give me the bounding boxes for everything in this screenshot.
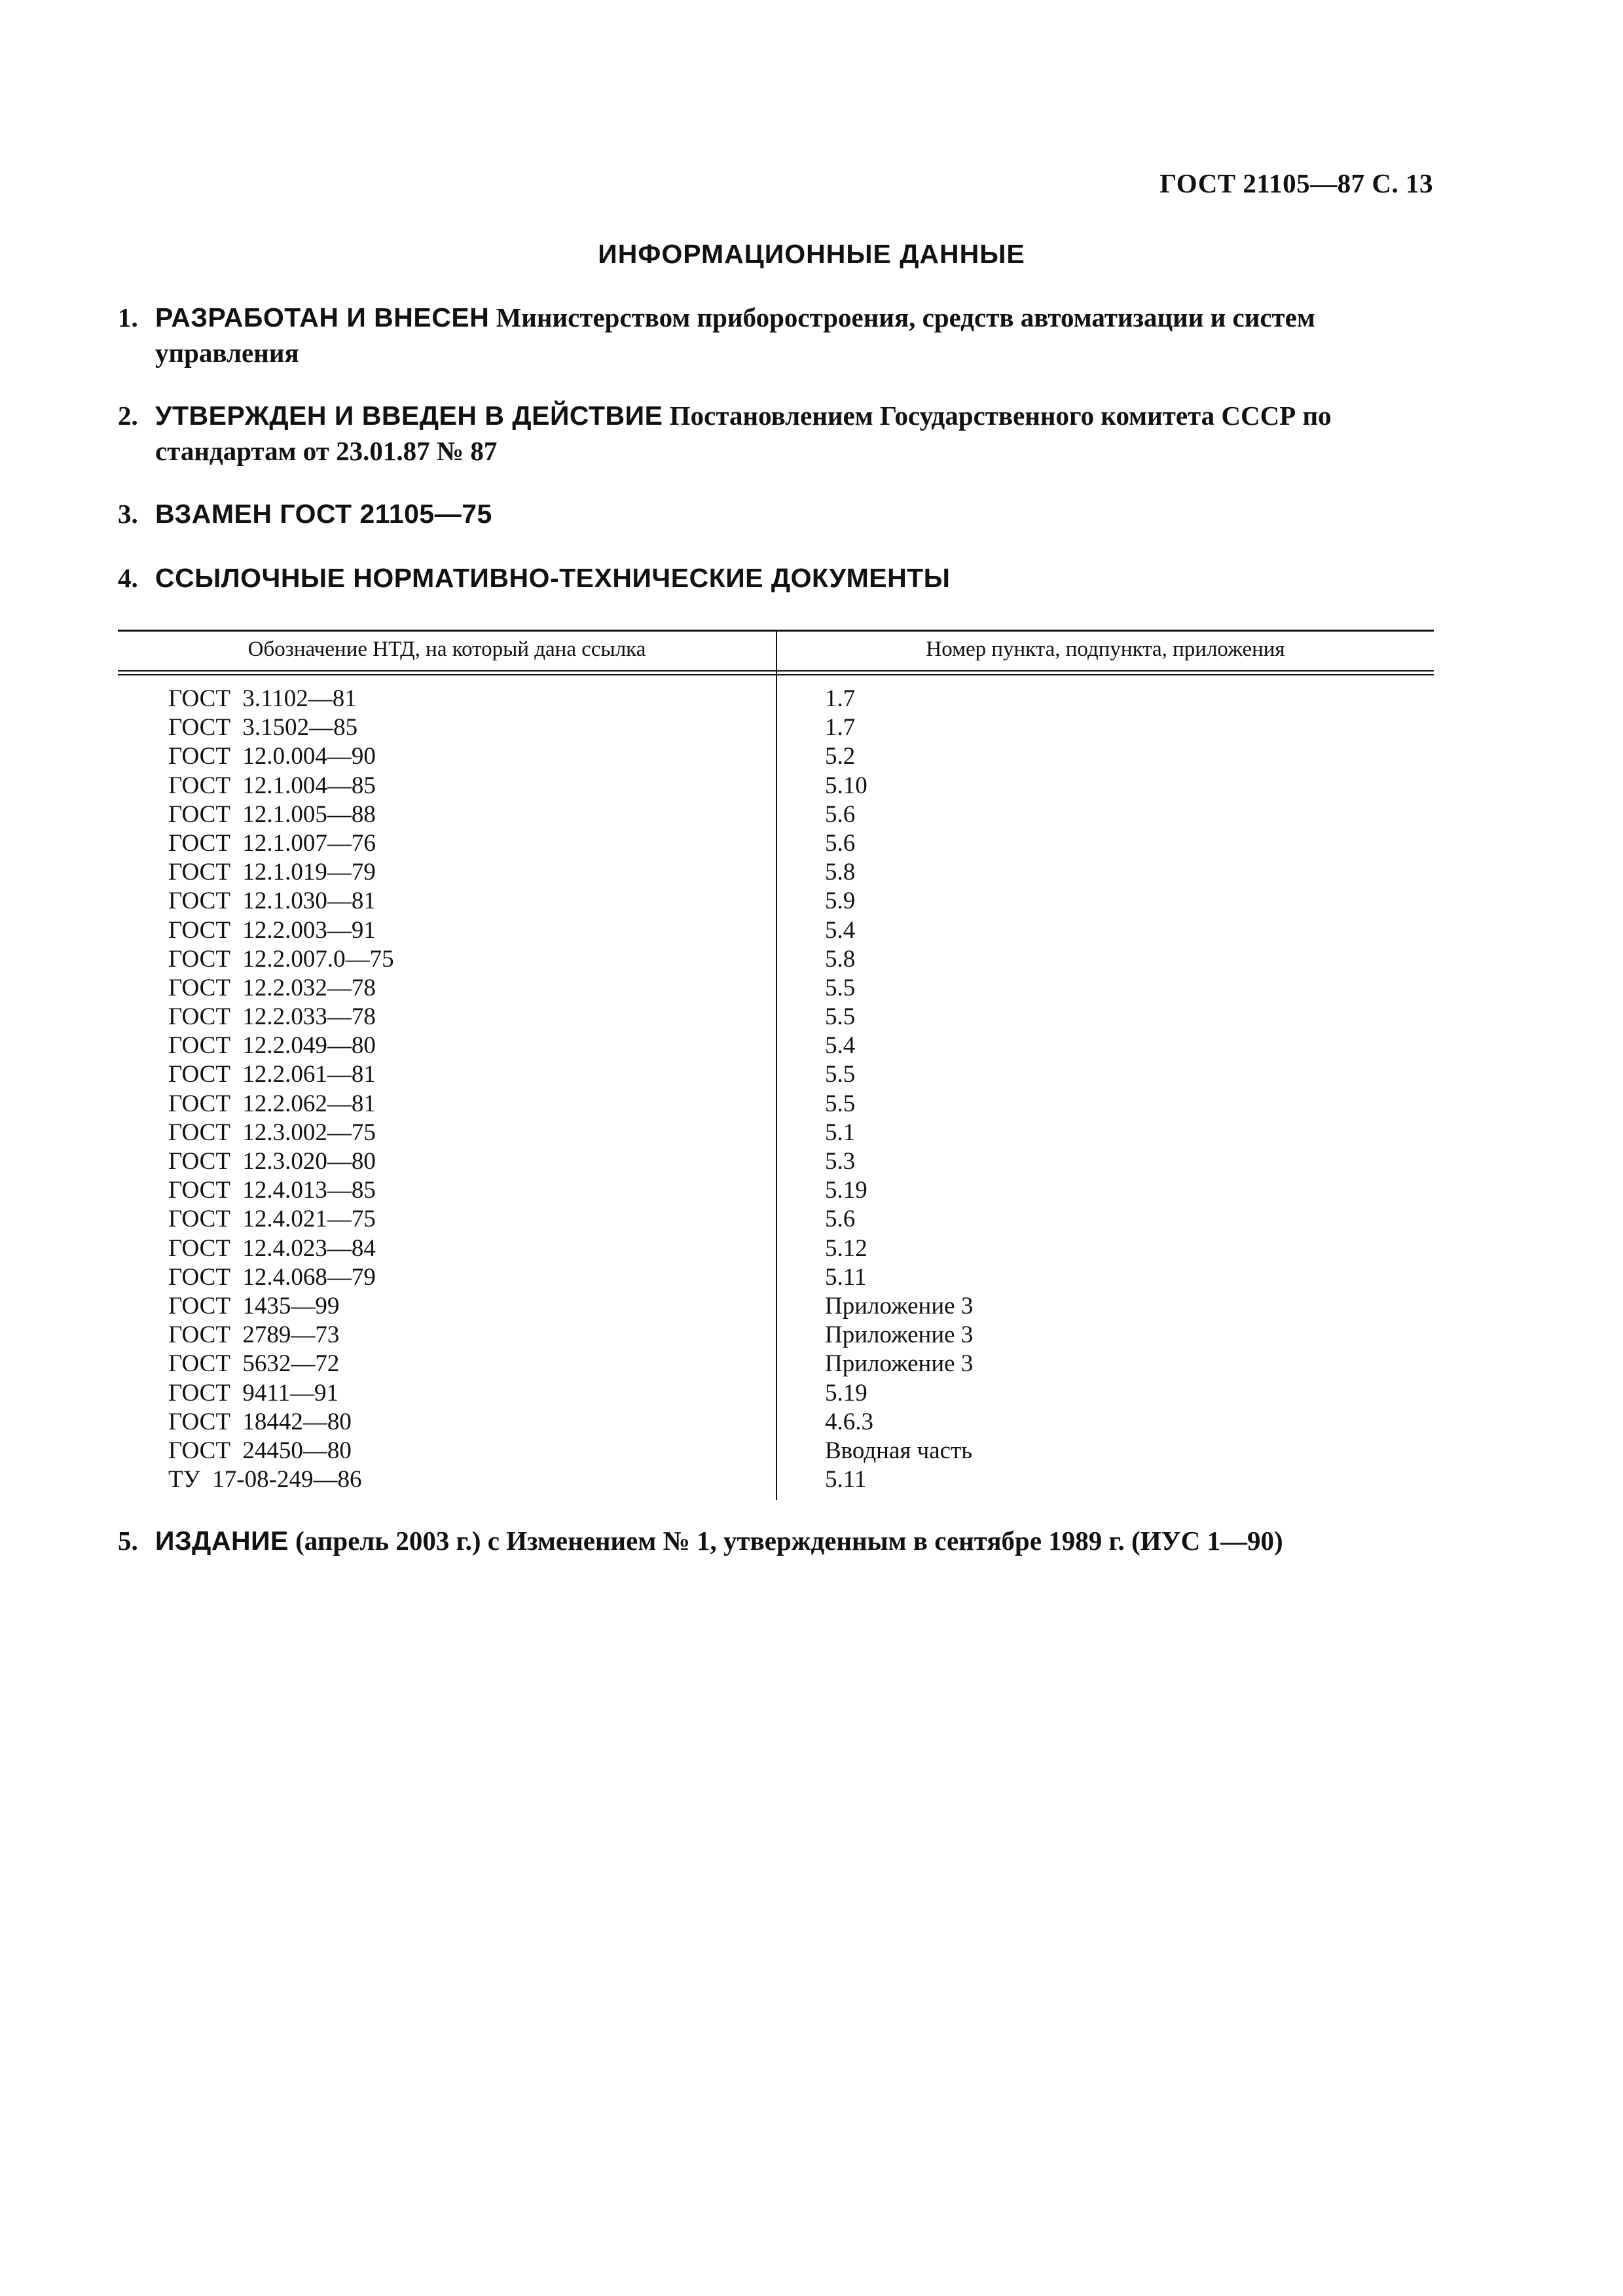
clause-number: 5.12 bbox=[825, 1234, 867, 1262]
document-designation: ГОСТ 12.2.033—78 bbox=[168, 1003, 376, 1031]
clause-number: 5.19 bbox=[825, 1379, 867, 1407]
table-row bbox=[118, 1408, 1434, 1437]
table-row bbox=[118, 887, 1434, 916]
item-heading: ССЫЛОЧНЫЕ НОРМАТИВНО-ТЕХНИЧЕСКИЕ ДОКУМЕНТЫ bbox=[155, 563, 951, 593]
table-row bbox=[118, 858, 1434, 887]
table-row bbox=[118, 1379, 1434, 1408]
clause-number: 1.7 bbox=[825, 685, 856, 712]
document-designation: ГОСТ 12.2.003—91 bbox=[168, 916, 376, 944]
clause-number: 1.7 bbox=[825, 714, 856, 742]
document-designation: ГОСТ 12.4.021—75 bbox=[168, 1206, 376, 1233]
document-designation: ГОСТ 9411—91 bbox=[168, 1379, 339, 1407]
table-row bbox=[118, 685, 1434, 713]
page-header: ГОСТ 21105—87 С. 13 bbox=[1159, 168, 1433, 198]
table-header-designation: Обозначение НТД, на который дана ссылка bbox=[247, 637, 646, 661]
document-designation: ГОСТ 3.1102—81 bbox=[168, 685, 357, 712]
clause-number: 5.3 bbox=[825, 1148, 856, 1175]
clause-number: 5.4 bbox=[825, 916, 856, 944]
table-row bbox=[118, 1147, 1434, 1176]
table-row bbox=[118, 1176, 1434, 1205]
item-number: 1. bbox=[118, 302, 138, 332]
item-text: (апрель 2003 г.) с Изменением № 1, утвержденным в сентябре 1989 г. (ИУС 1—90) bbox=[288, 1526, 1283, 1556]
clause-number: 5.19 bbox=[825, 1177, 867, 1204]
clause-number: 5.8 bbox=[825, 859, 856, 886]
item-number: 2. bbox=[118, 401, 138, 431]
table-row bbox=[118, 800, 1434, 829]
clause-number: 5.5 bbox=[825, 974, 856, 1001]
table-body bbox=[118, 685, 1434, 1494]
document-designation: ГОСТ 3.1502—85 bbox=[168, 714, 358, 742]
item-heading: РАЗРАБОТАН И ВНЕСЕН bbox=[155, 302, 490, 332]
clause-number: 5.6 bbox=[825, 829, 856, 857]
info-item-edition bbox=[118, 1523, 1434, 1558]
clause-number: 5.5 bbox=[825, 1003, 856, 1031]
table-row bbox=[118, 1119, 1434, 1147]
document-designation: ГОСТ 24450—80 bbox=[168, 1437, 352, 1464]
table-row bbox=[118, 742, 1434, 771]
document-designation: ГОСТ 12.1.019—79 bbox=[168, 859, 376, 886]
document-designation: ГОСТ 12.4.023—84 bbox=[168, 1234, 376, 1262]
document-designation: ГОСТ 12.4.013—85 bbox=[168, 1177, 376, 1204]
document-designation: ГОСТ 12.1.030—81 bbox=[168, 888, 376, 915]
table-row bbox=[118, 1090, 1434, 1119]
table-row bbox=[118, 1437, 1434, 1465]
document-designation: ГОСТ 12.2.062—81 bbox=[168, 1090, 376, 1117]
info-item-replaces bbox=[118, 496, 1434, 531]
table-row bbox=[118, 1465, 1434, 1494]
table-row bbox=[118, 713, 1434, 742]
document-designation: ГОСТ 18442—80 bbox=[168, 1408, 352, 1435]
clause-number: 5.8 bbox=[825, 945, 856, 973]
table-row bbox=[118, 772, 1434, 800]
clause-number: 5.6 bbox=[825, 1206, 856, 1233]
document-designation: ГОСТ 12.4.068—79 bbox=[168, 1263, 376, 1291]
document-designation: ГОСТ 12.2.032—78 bbox=[168, 974, 376, 1001]
document-designation: ГОСТ 2789—73 bbox=[168, 1321, 340, 1349]
info-item-approved bbox=[118, 398, 1434, 469]
table-row bbox=[118, 1263, 1434, 1292]
document-designation: ГОСТ 12.1.007—76 bbox=[168, 829, 376, 857]
document-designation: ГОСТ 5632—72 bbox=[168, 1350, 340, 1378]
item-heading: УТВЕРЖДЕН И ВВЕДЕН В ДЕЙСТВИЕ bbox=[155, 401, 663, 431]
clause-number: 5.11 bbox=[825, 1466, 867, 1494]
clause-number: 5.5 bbox=[825, 1061, 856, 1088]
clause-number: 5.10 bbox=[825, 772, 867, 799]
item-heading: ИЗДАНИЕ bbox=[155, 1526, 289, 1556]
table-row bbox=[118, 974, 1434, 1003]
document-designation: ГОСТ 12.1.005—88 bbox=[168, 800, 376, 828]
document-designation: ГОСТ 12.0.004—90 bbox=[168, 743, 376, 770]
references-table bbox=[118, 630, 1434, 1500]
info-item-references bbox=[118, 560, 1434, 596]
document-designation: ГОСТ 12.2.049—80 bbox=[168, 1032, 376, 1060]
clause-number: 5.6 bbox=[825, 800, 856, 828]
item-text: Министерством приборостроения, средств автоматизации и систем управления bbox=[155, 302, 1315, 368]
clause-number: 5.1 bbox=[825, 1119, 856, 1146]
clause-number: 5.9 bbox=[825, 888, 856, 915]
clause-number: 5.11 bbox=[825, 1263, 867, 1291]
clause-number: Приложение 3 bbox=[825, 1292, 974, 1319]
table-row bbox=[118, 1205, 1434, 1234]
item-heading: ВЗАМЕН ГОСТ 21105—75 bbox=[155, 499, 492, 529]
document-title: ИНФОРМАЦИОННЫЕ ДАННЫЕ bbox=[598, 239, 1025, 269]
table-row bbox=[118, 1031, 1434, 1060]
clause-number: 5.5 bbox=[825, 1090, 856, 1117]
document-designation: ГОСТ 12.2.007.0—75 bbox=[168, 945, 394, 973]
table-header-clause: Номер пункта, подпункта, приложения bbox=[926, 637, 1285, 661]
clause-number: 4.6.3 bbox=[825, 1408, 873, 1435]
table-row bbox=[118, 1292, 1434, 1321]
item-number: 3. bbox=[118, 499, 138, 529]
clause-number: 5.4 bbox=[825, 1032, 856, 1060]
clause-number: Вводная часть bbox=[825, 1437, 973, 1464]
item-number: 4. bbox=[118, 563, 138, 593]
document-designation: ГОСТ 12.2.061—81 bbox=[168, 1061, 376, 1088]
table-row bbox=[118, 1350, 1434, 1378]
document-designation: ГОСТ 1435—99 bbox=[168, 1292, 340, 1319]
table-row bbox=[118, 916, 1434, 945]
table-row bbox=[118, 829, 1434, 858]
document-designation: ГОСТ 12.3.020—80 bbox=[168, 1148, 376, 1175]
clause-number: Приложение 3 bbox=[825, 1321, 974, 1349]
info-item-developed bbox=[118, 300, 1434, 370]
item-text: Постановлением Государственного комитета СССР по стандартам от 23.01.87 № 87 bbox=[155, 401, 1332, 466]
document-designation: ГОСТ 12.1.004—85 bbox=[168, 772, 376, 799]
table-row bbox=[118, 945, 1434, 974]
table-row bbox=[118, 1321, 1434, 1350]
clause-number: Приложение 3 bbox=[825, 1350, 974, 1378]
table-row bbox=[118, 1003, 1434, 1031]
table-row bbox=[118, 1234, 1434, 1263]
document-designation: ТУ 17-08-249—86 bbox=[168, 1466, 362, 1494]
table-row bbox=[118, 1060, 1434, 1089]
document-designation: ГОСТ 12.3.002—75 bbox=[168, 1119, 376, 1146]
item-number: 5. bbox=[118, 1526, 138, 1556]
clause-number: 5.2 bbox=[825, 743, 856, 770]
